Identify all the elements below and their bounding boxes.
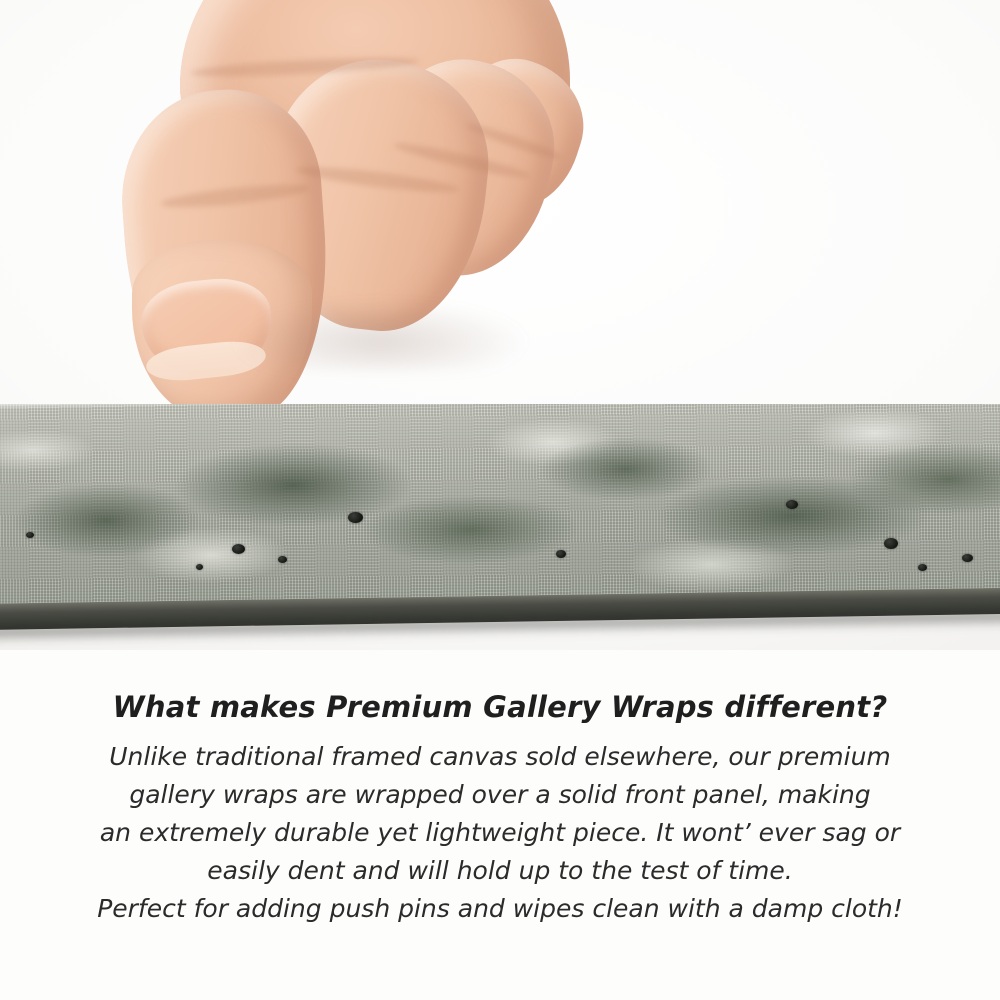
paint-speck: [962, 554, 973, 562]
paint-speck: [232, 544, 245, 554]
caption-block: [0, 690, 1000, 928]
canvas-printed-surface: [0, 404, 1000, 619]
canvas-wrap-edge: [0, 404, 1000, 650]
paint-speck: [786, 500, 798, 509]
caption-line-3: an extremely durable yet lightweight piece. It wont’ ever sag or: [99, 818, 901, 847]
paint-speck: [278, 556, 287, 563]
hand-illustration: [120, 0, 560, 440]
caption-line-2: gallery wraps are wrapped over a solid front panel, making: [129, 780, 871, 809]
paint-speck: [918, 564, 927, 571]
hand-shadow: [230, 300, 530, 370]
caption-line-1: Unlike traditional framed canvas sold elsewhere, our premium: [109, 742, 891, 771]
paint-speck: [348, 512, 363, 523]
paint-speck: [556, 550, 566, 558]
paint-speck: [26, 532, 34, 538]
paint-speck: [884, 538, 898, 549]
caption-line-5: Perfect for adding push pins and wipes clean with a damp cloth!: [97, 894, 903, 923]
caption-line-4: easily dent and will hold up to the test of time.: [207, 856, 793, 885]
caption-heading: What makes Premium Gallery Wraps different?: [112, 690, 888, 724]
paint-speck: [196, 564, 203, 570]
